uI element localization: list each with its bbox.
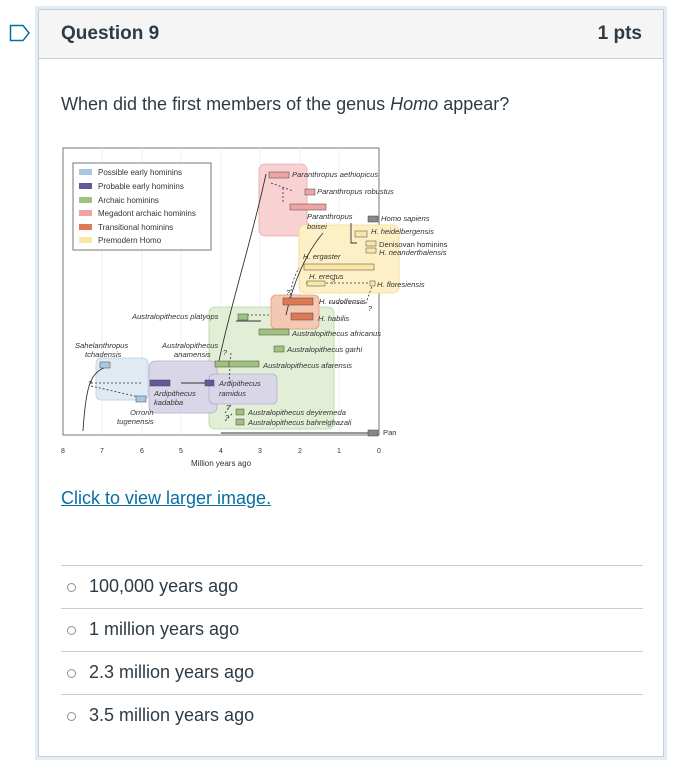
taxon-bar — [291, 313, 313, 320]
axis-tick-label: 1 — [337, 448, 341, 455]
taxon-bar — [236, 409, 244, 415]
taxon-label: Paranthropus robustus — [317, 187, 394, 196]
taxon-label: Ardipithecus — [219, 379, 261, 388]
taxon-bar — [307, 281, 325, 286]
taxon-label: Australopithecus bahrelghazali — [248, 418, 352, 427]
radio-button[interactable] — [67, 626, 76, 635]
radio-button[interactable] — [67, 669, 76, 678]
legend-label: Transitional hominins — [98, 223, 174, 232]
question-text: When did the first members of the genus Homo appear? — [61, 94, 510, 114]
taxon-label: tchadensis — [85, 350, 122, 359]
taxon-label: Denisovan hominins — [379, 240, 448, 249]
legend-swatch — [79, 237, 92, 243]
taxon-bar — [368, 430, 378, 436]
taxon-label: tugenensis — [117, 417, 154, 426]
answer-option[interactable] — [61, 694, 643, 737]
taxon-label: Australopithecus afarensis — [263, 361, 353, 370]
taxon-bar — [100, 362, 110, 368]
taxon-bar — [305, 189, 315, 195]
legend-label: Megadont archaic hominins — [98, 209, 196, 218]
answer-label[interactable]: 2.3 million years ago — [89, 662, 255, 682]
taxon-bar — [236, 419, 244, 425]
legend-swatch — [79, 169, 92, 175]
question-points: 1 pts — [597, 23, 642, 44]
taxon-label: boisei — [307, 222, 327, 231]
taxon-label: Orrorin — [130, 408, 154, 417]
question-card — [38, 9, 664, 757]
axis-tick-label: 5 — [179, 448, 183, 455]
answer-label[interactable]: 100,000 years ago — [89, 576, 239, 596]
taxon-bar — [304, 264, 374, 270]
taxon-bar — [205, 380, 214, 386]
taxon-label: H. erectus — [309, 272, 344, 281]
taxon-bar — [274, 346, 284, 352]
taxon-label: ramidus — [219, 389, 247, 398]
axis-tick-label: 0 — [377, 448, 381, 455]
taxon-bar — [370, 281, 375, 286]
answer-list — [61, 565, 643, 737]
svg-text:?: ? — [331, 279, 335, 286]
taxon-label: H. heidelbergensis — [371, 227, 434, 236]
radio-button[interactable] — [67, 712, 76, 721]
legend-label: Probable early hominins — [98, 182, 184, 191]
answer-label[interactable]: 1 million years ago — [89, 619, 240, 639]
legend-swatch — [79, 224, 92, 230]
taxon-bar — [136, 396, 146, 402]
taxon-label: H. habilis — [318, 314, 350, 323]
taxon-label: Australopithecus garhi — [287, 345, 363, 354]
taxon-label: Australopithecus — [162, 341, 219, 350]
svg-text:?: ? — [88, 381, 92, 388]
answer-label[interactable]: 3.5 million years ago — [89, 705, 255, 725]
taxon-label: anamensis — [174, 350, 211, 359]
view-larger-image-link[interactable]: Click to view larger image. — [61, 488, 272, 508]
taxon-label: Australopithecus africanus — [292, 329, 382, 338]
taxon-label: H. ergaster — [303, 252, 341, 261]
taxon-bar — [259, 329, 289, 335]
taxon-bar — [269, 172, 289, 178]
taxon-label: Australopithecus deyiremeda — [248, 408, 346, 417]
answer-option[interactable] — [61, 565, 643, 608]
axis-tick-label: 6 — [140, 448, 144, 455]
taxon-label: H. rudolfensis — [319, 297, 366, 306]
axis-tick-label: 3 — [258, 448, 262, 455]
taxon-label: H. floresiensis — [377, 280, 425, 289]
taxon-bar — [355, 231, 367, 237]
taxon-bar — [215, 361, 229, 367]
legend-swatch — [79, 210, 92, 216]
taxon-label: H. neanderthalensis — [379, 248, 447, 257]
flag-question-icon[interactable] — [9, 24, 31, 47]
taxon-bar — [229, 361, 259, 367]
legend-label: Archaic hominins — [98, 196, 159, 205]
axis-title: Million years ago — [190, 459, 252, 468]
taxon-bar — [290, 204, 326, 210]
hominin-phylogeny-figure — [61, 143, 448, 474]
question-text-italic: Homo — [390, 94, 439, 114]
legend-swatch — [79, 183, 92, 189]
answer-option[interactable] — [61, 608, 643, 651]
taxon-bar — [366, 248, 376, 253]
taxon-bar — [368, 216, 378, 222]
axis-tick-label: 4 — [219, 448, 223, 455]
svg-text:?: ? — [286, 290, 290, 297]
svg-text:?: ? — [226, 405, 230, 412]
axis-tick-label: 7 — [100, 448, 104, 455]
radio-button[interactable] — [67, 583, 76, 592]
taxon-label: kadabba — [154, 398, 184, 407]
taxon-bar — [150, 380, 170, 386]
taxon-bar — [366, 241, 376, 246]
taxon-label: Ardipithecus — [154, 389, 196, 398]
legend-label: Premodern Homo — [98, 236, 162, 245]
question-title: Question 9 — [61, 23, 160, 44]
legend-label: Possible early hominins — [98, 168, 183, 177]
taxon-bar — [238, 314, 248, 320]
taxon-label: Australopithecus platyops — [132, 312, 219, 321]
axis-tick-label: 2 — [298, 448, 302, 455]
taxon-label: Sahelanthropus — [75, 341, 129, 350]
svg-text:?: ? — [225, 415, 229, 422]
answer-option[interactable] — [61, 651, 643, 694]
taxon-label: Paranthropus aethiopicus — [292, 170, 379, 179]
taxon-label: Pan — [383, 428, 397, 437]
svg-text:?: ? — [223, 350, 227, 357]
taxon-label: Homo sapiens — [381, 214, 430, 223]
axis-tick-label: 8 — [61, 448, 65, 455]
svg-text:?: ? — [368, 306, 372, 313]
legend-swatch — [79, 197, 92, 203]
question-header — [39, 10, 663, 59]
taxon-label: Paranthropus — [307, 212, 353, 221]
taxon-bar — [283, 298, 313, 305]
